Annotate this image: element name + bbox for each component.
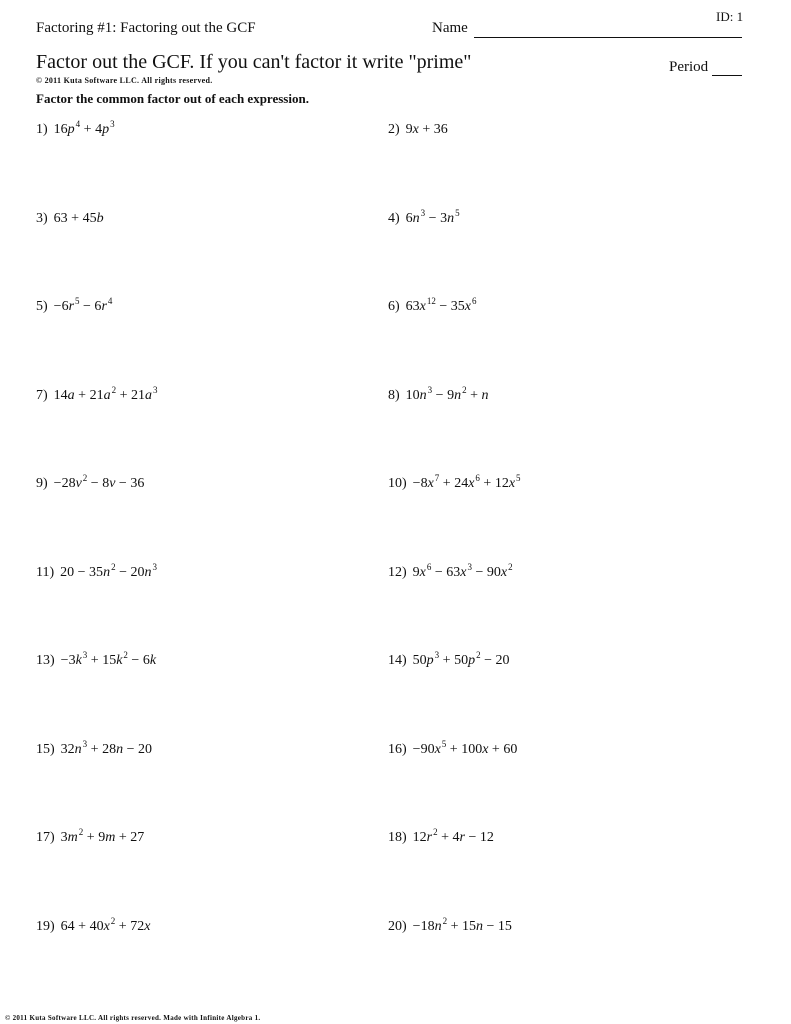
problem-expression: $16p^4 + 4p^3$ [53,119,115,137]
problem-number: 4) [388,210,400,226]
problem-number: 6) [388,299,400,314]
problem-number: 10) [388,476,407,491]
problem-number: 2) [388,122,400,137]
problem-expression: $50p^3 + 50p^2 - 20$ [412,650,510,668]
problem-expression: $-3k^3 + 15k^2 - 6k$ [60,650,157,668]
problem-2 [388,122,448,138]
footer-copyright: © 2011 Kuta Software LLC. All rights reserved. Made with Infinite Algebra 1. [5,1014,261,1022]
problem-1 [36,119,115,138]
problem-expression: $32n^3 + 28n - 20$ [60,738,152,757]
problem-expression: $64 + 40x^2 + 72x$ [60,915,151,934]
problem-number: 16) [388,741,407,757]
problem-19 [36,915,151,935]
problem-7 [36,384,158,404]
problem-number: 5) [36,299,48,314]
problem-12 [388,561,513,581]
problem-5 [36,296,113,315]
problem-number: 13) [36,653,55,668]
worksheet-subject: Factoring #1: Factoring out the GCF [36,20,256,36]
name-blank-line [474,37,742,38]
instructions: Factor the common factor out of each expression. [36,91,309,106]
problem-number: 14) [388,653,407,668]
problem-6 [388,296,477,315]
problem-expression: $-90x^5 + 100x + 60$ [412,738,518,757]
period-blank-line [712,75,742,76]
problem-15 [36,738,152,758]
problem-expression: $12r^2 + 4r - 12$ [412,827,494,845]
problem-13 [36,650,157,669]
problem-4 [388,207,460,227]
problem-expression: $10n^3 - 9n^2 + n$ [405,384,489,403]
header-copyright: © 2011 Kuta Software LLC. All rights reserved. [36,76,213,85]
worksheet-title: Factor out the GCF. If you can't factor it write "prime" [36,51,472,73]
problem-number: 19) [36,918,55,934]
problem-expression: $-6r^5 - 6r^4$ [53,296,113,314]
problem-expression: $-18n^2 + 15n - 15$ [412,915,512,934]
problem-10 [388,473,521,492]
problem-expression: $9x^6 - 63x^3 - 90x^2$ [412,561,513,580]
problem-11 [36,561,157,581]
period-label: Period [669,59,709,75]
problem-expression: $3m^2 + 9m + 27$ [60,827,145,845]
problem-expression: $-28v^2 - 8v - 36$ [53,473,145,491]
problem-expression: 63 + 45b [53,210,104,226]
problem-number: 15) [36,741,55,757]
problem-17 [36,827,145,846]
problem-number: 9) [36,476,48,491]
problem-number: 17) [36,830,55,845]
problem-8 [388,384,489,404]
name-label: Name [432,20,468,36]
problem-number: 20) [388,918,407,934]
problem-expression: $-8x^7 + 24x^6 + 12x^5$ [412,473,521,491]
problem-18 [388,827,494,846]
problem-expression: 9x + 36 [405,122,448,137]
problem-number: 3) [36,210,48,226]
problem-number: 11) [36,564,55,580]
problem-number: 1) [36,122,48,137]
problem-9 [36,473,145,492]
problem-number: 12) [388,564,407,580]
worksheet-id: ID: 1 [716,9,744,24]
problem-expression: $20 - 35n^2 - 20n^3$ [60,561,157,580]
problem-16 [388,738,518,758]
problem-expression: $14a + 21a^2 + 21a^3$ [53,384,158,403]
problem-20 [388,915,512,935]
problem-expression: $63x^{12} - 35x^6$ [405,296,477,314]
problem-number: 8) [388,387,400,403]
problem-14 [388,650,510,669]
problem-number: 7) [36,387,48,403]
problem-expression: $6n^3 - 3n^5$ [405,207,460,226]
problem-3 [36,211,104,227]
problem-number: 18) [388,830,407,845]
